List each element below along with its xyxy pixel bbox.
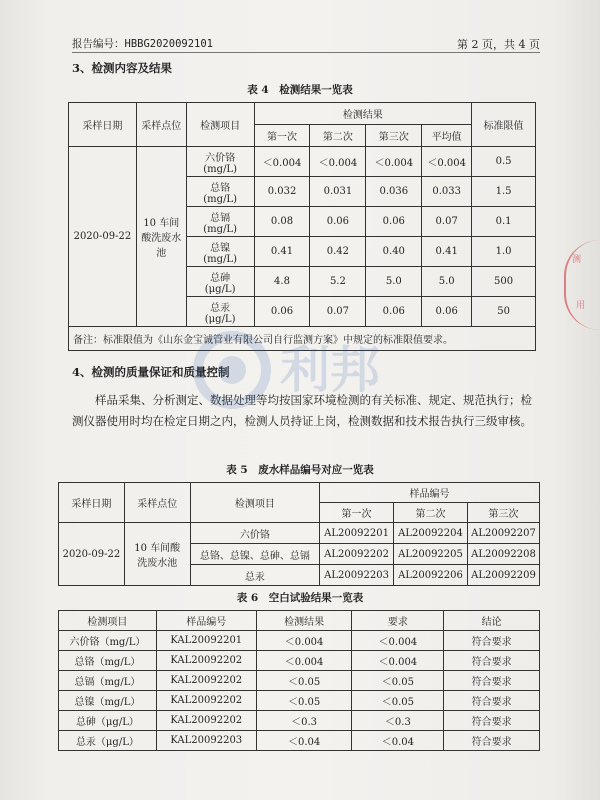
item-cell: 总铬、总镍、总砷、总镉 [190, 544, 319, 565]
table-row [69, 147, 536, 177]
item-cell: 总镉 (mg/L) [186, 207, 254, 237]
item-cell: 六价铬（mg/L） [59, 631, 157, 651]
sample-id-cell: KAL20092202 [156, 651, 256, 671]
sample-id-cell: AL20092207 [467, 523, 539, 544]
header-date: 采样日期 [69, 103, 137, 147]
header-first: 第一次 [320, 503, 394, 523]
item-cell: 总汞（μg/L） [59, 731, 157, 751]
company-watermark [190, 325, 410, 415]
header-point: 采样点位 [124, 483, 190, 523]
sample-id-cell: KAL20092203 [156, 731, 256, 751]
sample-id-cell: AL20092201 [320, 523, 394, 544]
value-cell: 0.031 [310, 177, 366, 207]
item-cell: 总铬 (mg/L) [186, 177, 254, 207]
results-table [68, 102, 536, 351]
item-cell: 总砷 (μg/L) [186, 267, 254, 297]
header-date: 采样日期 [59, 483, 125, 523]
value-cell: ＜0.004 [422, 147, 472, 177]
sample-number-table [58, 482, 540, 586]
value-cell: 0.06 [254, 297, 310, 327]
item-cell: 总铬（mg/L） [59, 651, 157, 671]
page-indicator: 第 2 页，共 4 页 [457, 38, 540, 51]
header-average: 平均值 [422, 125, 472, 147]
sample-id-cell: KAL20092201 [156, 631, 256, 651]
header-conclusion: 结论 [444, 611, 540, 631]
sample-point: 10 车间酸洗废水池 [136, 147, 186, 327]
sample-point: 10 车间酸洗废水池 [124, 523, 190, 586]
table-row [59, 631, 540, 651]
item-cell: 总汞 [190, 565, 319, 586]
sample-id-cell: KAL20092202 [156, 691, 256, 711]
header-result: 检测结果 [256, 611, 352, 631]
header-item: 检测项目 [190, 483, 319, 523]
header-third: 第三次 [467, 503, 539, 523]
header-requirement: 要求 [352, 611, 444, 631]
sample-id-cell: AL20092206 [394, 565, 468, 586]
requirement-cell: ＜0.05 [352, 671, 444, 691]
table-row [59, 651, 540, 671]
item-cell: 总汞 (μg/L) [186, 297, 254, 327]
requirement-cell: ＜0.04 [352, 731, 444, 751]
sample-id-cell: KAL20092202 [156, 711, 256, 731]
table-row [59, 671, 540, 691]
limit-cell: 50 [472, 297, 536, 327]
conclusion-cell: 符合要求 [444, 651, 540, 671]
section-4-title: 4、检测的质量保证和质量控制 [72, 365, 230, 379]
conclusion-cell: 符合要求 [444, 711, 540, 731]
value-cell: 0.41 [254, 237, 310, 267]
header-point: 采样点位 [136, 103, 186, 147]
value-cell: 5.0 [366, 267, 422, 297]
value-cell: 5.0 [422, 267, 472, 297]
table4-note: 备注：标准限值为《山东金宝诚管业有限公司自行监测方案》中规定的标准限值要求。 [69, 327, 536, 351]
value-cell: 0.42 [310, 237, 366, 267]
section-3-title: 3、检测内容及结果 [72, 61, 173, 75]
limit-cell: 500 [472, 267, 536, 297]
value-cell: ＜0.004 [254, 147, 310, 177]
sample-id-cell: AL20092205 [394, 544, 468, 565]
table5-caption: 表 5 废水样品编号对应一览表 [226, 464, 374, 476]
header-results: 检测结果 [254, 103, 472, 125]
sample-id-cell: AL20092202 [320, 544, 394, 565]
table-row [59, 711, 540, 731]
item-cell: 总砷（μg/L） [59, 711, 157, 731]
sample-id-cell: AL20092203 [320, 565, 394, 586]
header-item: 检测项目 [59, 611, 157, 631]
sample-id-cell: AL20092209 [467, 565, 539, 586]
result-cell: ＜0.05 [256, 671, 352, 691]
value-cell: 0.033 [422, 177, 472, 207]
header-second: 第二次 [310, 125, 366, 147]
conclusion-cell: 符合要求 [444, 631, 540, 651]
requirement-cell: ＜0.004 [352, 631, 444, 651]
sample-id-cell: AL20092204 [394, 523, 468, 544]
section-4-paragraph: 样品采集、分析测定、数据处理等均按国家环境检测的有关标准、规定、规范执行；检测仪器使用时均在检定日期之内，检测人员持证上岗，检测数据和技术报告执行三级审核。 [72, 393, 532, 428]
value-cell: 0.08 [254, 207, 310, 237]
result-cell: ＜0.04 [256, 731, 352, 751]
value-cell: 0.06 [366, 207, 422, 237]
sample-date: 2020-09-22 [59, 523, 125, 586]
value-cell: 5.2 [310, 267, 366, 297]
table6-caption: 表 6 空白试验结果一览表 [236, 592, 364, 604]
value-cell: 0.40 [366, 237, 422, 267]
header-sample-number: 样品编号 [156, 611, 256, 631]
value-cell: 0.07 [422, 207, 472, 237]
blank-test-table [58, 610, 540, 751]
item-cell: 六价铬 [190, 523, 319, 544]
header-third: 第三次 [366, 125, 422, 147]
sample-date: 2020-09-22 [69, 147, 137, 327]
limit-cell: 1.5 [472, 177, 536, 207]
item-cell: 总镍 (mg/L) [186, 237, 254, 267]
table-row [59, 523, 540, 544]
value-cell: ＜0.004 [366, 147, 422, 177]
conclusion-cell: 符合要求 [444, 731, 540, 751]
value-cell: 0.06 [422, 297, 472, 327]
header-sample-number: 样品编号 [320, 483, 540, 503]
limit-cell: 1.0 [472, 237, 536, 267]
value-cell: 0.06 [310, 207, 366, 237]
table-row [59, 691, 540, 711]
page-header [72, 32, 540, 53]
value-cell: 0.06 [366, 297, 422, 327]
header-second: 第二次 [394, 503, 468, 523]
value-cell: 0.036 [366, 177, 422, 207]
result-cell: ＜0.3 [256, 711, 352, 731]
item-cell: 六价铬 (mg/L) [186, 147, 254, 177]
table4-caption: 表 4 检测结果一览表 [247, 84, 353, 96]
conclusion-cell: 符合要求 [444, 691, 540, 711]
sample-id-cell: AL20092208 [467, 544, 539, 565]
value-cell: 0.07 [310, 297, 366, 327]
value-cell: 4.8 [254, 267, 310, 297]
value-cell: 0.41 [422, 237, 472, 267]
item-cell: 总镍（mg/L） [59, 691, 157, 711]
report-number: 报告编号：HBBG2020092101 [72, 38, 214, 50]
item-cell: 总镉（mg/L） [59, 671, 157, 691]
result-cell: ＜0.004 [256, 631, 352, 651]
limit-cell: 0.1 [472, 207, 536, 237]
table-row [59, 731, 540, 751]
sample-id-cell: KAL20092202 [156, 671, 256, 691]
result-cell: ＜0.004 [256, 651, 352, 671]
value-cell: 0.032 [254, 177, 310, 207]
conclusion-cell: 符合要求 [444, 671, 540, 691]
svg-text:利邦: 利邦 [280, 341, 380, 399]
header-item: 检测项目 [186, 103, 254, 147]
result-cell: ＜0.05 [256, 691, 352, 711]
requirement-cell: ＜0.004 [352, 651, 444, 671]
requirement-cell: ＜0.3 [352, 711, 444, 731]
red-seal-stamp: 测 用 [564, 240, 600, 330]
value-cell: ＜0.004 [310, 147, 366, 177]
header-limit: 标准限值 [472, 103, 536, 147]
requirement-cell: ＜0.05 [352, 691, 444, 711]
limit-cell: 0.5 [472, 147, 536, 177]
header-first: 第一次 [254, 125, 310, 147]
